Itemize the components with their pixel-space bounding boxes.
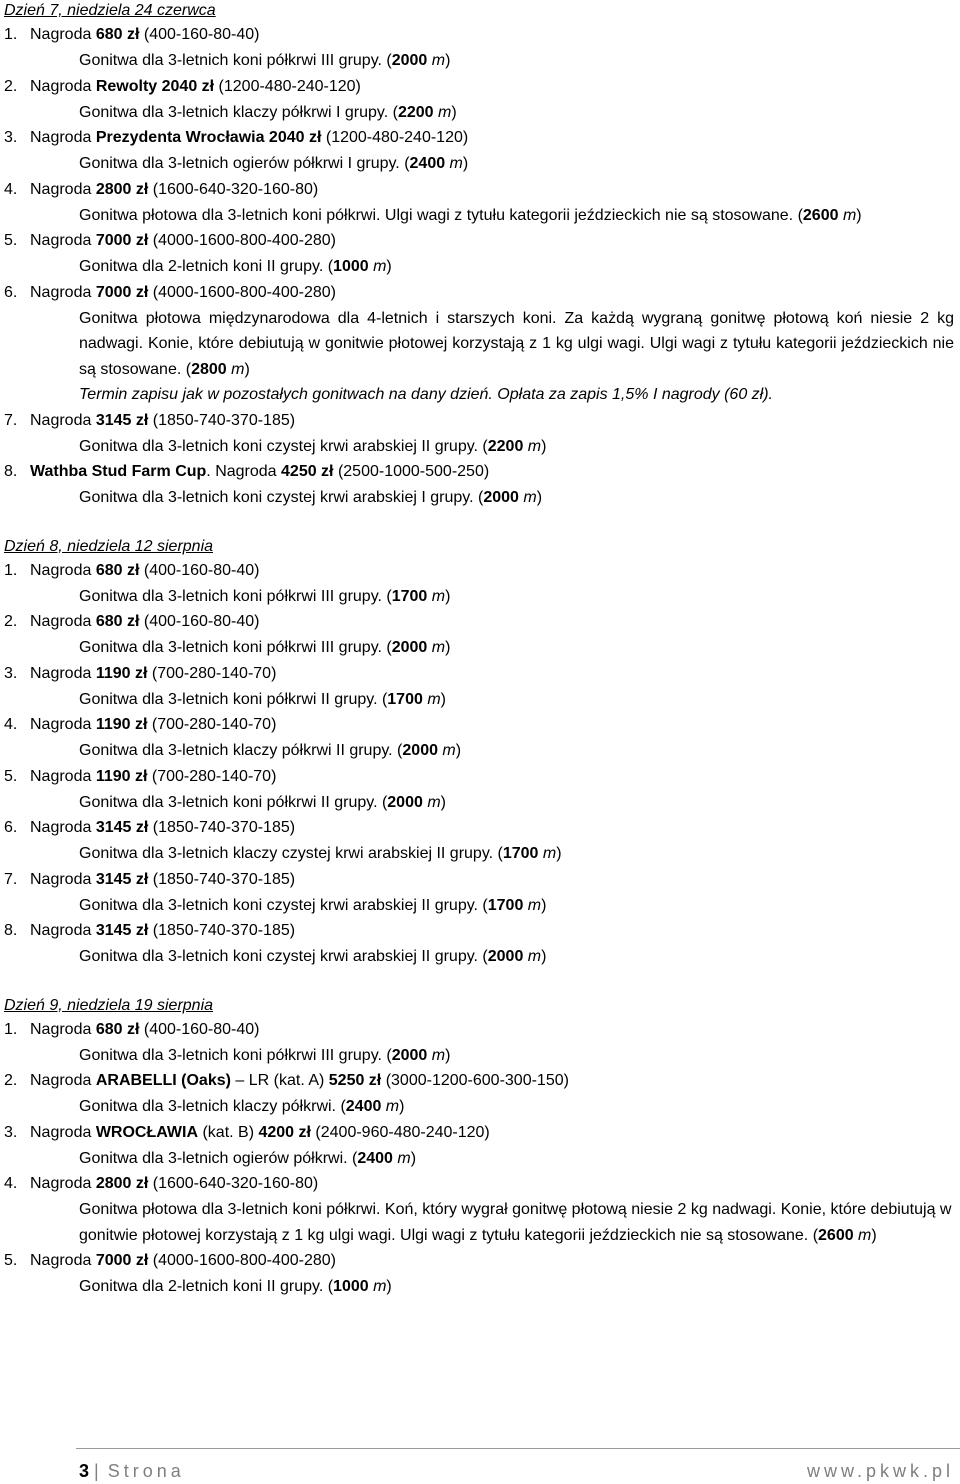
unit-text: m bbox=[392, 1149, 411, 1167]
text-segment: (700-280-140-70) bbox=[147, 767, 277, 785]
race-item bbox=[0, 609, 960, 661]
text-segment: (1850-740-370-185) bbox=[148, 819, 296, 836]
text-segment: ) bbox=[462, 155, 469, 172]
race-number: 6. bbox=[4, 819, 18, 836]
text-segment: Nagroda bbox=[30, 1020, 96, 1038]
text-segment: (1850-740-370-185) bbox=[148, 411, 296, 429]
text-segment: Gonitwa płotowa dla 3-letnich koni półkrwi. Koń, który wygrał gonitwę płotową niesie 2 kg nadwagi. Konie, które debiutują w gonitwie płotowej korzystają z 1 kg ulgi wagi. Ulgi wagi z tytułu kategorii jeździeckich nie są stosowane. ( bbox=[79, 1201, 952, 1244]
text-segment: (400-160-80-40) bbox=[139, 561, 260, 579]
race-heading bbox=[0, 1120, 960, 1146]
race-item bbox=[0, 661, 960, 713]
bold-text: 2000 bbox=[483, 489, 519, 506]
race-item bbox=[0, 712, 960, 764]
bold-text: 2000 bbox=[387, 793, 423, 811]
text-segment: . Nagroda bbox=[206, 463, 282, 480]
bold-text: 2800 zł bbox=[95, 180, 149, 198]
race-item bbox=[0, 1068, 960, 1120]
bold-text: ARABELLI (Oaks) bbox=[95, 1072, 231, 1089]
unit-text: m bbox=[838, 206, 857, 224]
day-section bbox=[0, 995, 960, 1300]
race-number: 4. bbox=[4, 180, 18, 198]
bold-text: 4200 zł bbox=[258, 1123, 311, 1141]
bold-text: 2000 bbox=[391, 639, 428, 656]
text-segment: Nagroda bbox=[30, 716, 96, 733]
bold-text: 2000 bbox=[402, 742, 438, 759]
bold-text: 7000 zł bbox=[95, 232, 149, 249]
race-description bbox=[79, 1094, 954, 1120]
unit-text: m bbox=[523, 437, 542, 455]
race-number: 5. bbox=[4, 767, 18, 785]
section-gap bbox=[0, 970, 960, 995]
race-number: 5. bbox=[4, 1252, 18, 1269]
race-item bbox=[0, 228, 960, 280]
race-description bbox=[79, 738, 954, 764]
unit-text: m bbox=[226, 360, 245, 378]
bold-text: 2800 zł bbox=[95, 1175, 149, 1192]
text-segment: (1600-640-320-160-80) bbox=[148, 180, 319, 198]
race-heading bbox=[0, 408, 960, 434]
bold-text: 1190 zł bbox=[95, 716, 148, 733]
race-heading bbox=[0, 1068, 960, 1094]
race-heading bbox=[0, 661, 960, 687]
bold-text: 5250 zł bbox=[328, 1072, 382, 1089]
race-item bbox=[0, 1248, 960, 1300]
text-segment: Gonitwa dla 3-letnich koni półkrwi II grupy. ( bbox=[79, 690, 388, 708]
race-number: 7. bbox=[4, 411, 18, 429]
page-number: 3 bbox=[79, 1461, 90, 1481]
bold-text: 2800 bbox=[191, 360, 227, 378]
bold-text: 680 zł bbox=[95, 26, 140, 43]
race-number: 3. bbox=[4, 1123, 18, 1141]
race-description bbox=[79, 434, 954, 460]
text-segment: ) bbox=[556, 845, 562, 862]
bold-text: 2200 bbox=[487, 437, 524, 455]
race-description bbox=[79, 893, 954, 919]
text-segment: Nagroda bbox=[30, 232, 96, 249]
race-item bbox=[0, 408, 960, 460]
race-number: 3. bbox=[4, 129, 18, 146]
race-heading bbox=[0, 125, 960, 151]
bold-text: 2600 bbox=[802, 206, 839, 224]
race-heading bbox=[0, 1248, 960, 1274]
bold-text: 680 zł bbox=[95, 613, 140, 630]
text-segment: (700-280-140-70) bbox=[147, 716, 277, 733]
bold-text: 2400 bbox=[357, 1149, 393, 1167]
text-segment: (1850-740-370-185) bbox=[148, 922, 296, 939]
unit-text: m bbox=[538, 845, 557, 862]
race-description bbox=[79, 1197, 954, 1248]
text-segment: (1850-740-370-185) bbox=[148, 870, 296, 888]
race-heading bbox=[0, 74, 960, 100]
bold-text: 4250 zł bbox=[281, 463, 334, 480]
bold-text: 1700 bbox=[502, 845, 539, 862]
race-heading bbox=[0, 764, 960, 790]
day-section bbox=[0, 0, 960, 511]
text-segment: ) bbox=[856, 206, 862, 224]
text-segment: (4000-1600-800-400-280) bbox=[148, 1252, 336, 1269]
text-segment: (1600-640-320-160-80) bbox=[148, 1175, 319, 1192]
text-segment: Nagroda bbox=[30, 870, 96, 888]
race-item bbox=[0, 1017, 960, 1069]
text-segment: (1200-480-240-120) bbox=[321, 129, 469, 146]
race-number: 8. bbox=[4, 922, 18, 939]
text-segment: (4000-1600-800-400-280) bbox=[148, 283, 336, 301]
race-number: 2. bbox=[4, 1072, 18, 1089]
website-link[interactable]: www.pkwk.pl bbox=[806, 1461, 954, 1481]
race-heading bbox=[0, 280, 960, 306]
text-segment: (400-160-80-40) bbox=[139, 613, 260, 630]
bold-text: 7000 zł bbox=[95, 1252, 149, 1269]
text-segment: Gonitwa dla 3-letnich klaczy półkrwi II grupy. ( bbox=[79, 742, 403, 759]
race-number: 4. bbox=[4, 716, 18, 733]
footer-separator: | bbox=[94, 1461, 99, 1481]
day-header: Dzień 7, niedziela 24 czerwca bbox=[4, 2, 216, 19]
race-number: 1. bbox=[4, 26, 18, 43]
text-segment: ) bbox=[440, 690, 446, 708]
unit-text: m bbox=[518, 489, 537, 506]
race-number: 5. bbox=[4, 232, 18, 249]
unit-text: m bbox=[427, 587, 446, 605]
text-segment: (400-160-80-40) bbox=[139, 26, 260, 43]
text-segment: Gonitwa dla 3-letnich klaczy czystej krwi arabskiej II grupy. ( bbox=[79, 845, 503, 862]
bold-text: 680 zł bbox=[95, 1020, 140, 1038]
race-description bbox=[79, 48, 954, 74]
race-description bbox=[79, 1043, 954, 1069]
race-heading bbox=[0, 1017, 960, 1043]
race-description bbox=[79, 687, 954, 713]
bold-text: 1700 bbox=[387, 690, 423, 708]
text-segment: ) bbox=[455, 742, 462, 759]
bold-text: Rewolty 2040 zł bbox=[95, 77, 215, 95]
day-header: Dzień 8, niedziela 12 sierpnia bbox=[4, 537, 214, 555]
text-segment: (2400-960-480-240-120) bbox=[310, 1123, 490, 1141]
text-segment: Gonitwa płotowa dla 3-letnich koni półkrwi. Ulgi wagi z tytułu kategorii jeździeckich nie są stosowane. ( bbox=[79, 206, 803, 224]
text-segment: Gonitwa dla 3-letnich koni półkrwi II grupy. ( bbox=[79, 793, 388, 811]
race-item bbox=[0, 815, 960, 867]
race-item bbox=[0, 280, 960, 408]
race-description bbox=[79, 306, 954, 383]
text-segment: Gonitwa dla 3-letnich klaczy półkrwi. ( bbox=[79, 1098, 346, 1115]
text-segment: (kat. B) bbox=[198, 1123, 259, 1141]
race-heading bbox=[0, 609, 960, 635]
race-item bbox=[0, 74, 960, 126]
bold-text: 1000 bbox=[333, 1278, 369, 1295]
text-segment: (3000-1200-600-300-150) bbox=[381, 1072, 569, 1089]
bold-text: 3145 zł bbox=[95, 922, 149, 939]
race-heading bbox=[0, 228, 960, 254]
text-segment: Gonitwa dla 3-letnich koni czystej krwi arabskiej II grupy. ( bbox=[79, 948, 488, 965]
bold-text: 2000 bbox=[391, 52, 428, 69]
text-segment: Nagroda bbox=[30, 664, 96, 682]
unit-text: m bbox=[427, 1046, 446, 1064]
unit-text: m bbox=[427, 639, 446, 656]
race-description bbox=[79, 151, 954, 177]
bold-text: 2000 bbox=[487, 948, 524, 965]
race-number: 1. bbox=[4, 561, 18, 579]
text-segment: (2500-1000-500-250) bbox=[333, 463, 490, 480]
text-segment: ) bbox=[451, 103, 457, 121]
text-segment: Gonitwa dla 3-letnich koni czystej krwi arabskiej II grupy. ( bbox=[79, 896, 488, 914]
race-number: 6. bbox=[4, 283, 18, 301]
bold-text: 2000 bbox=[391, 1046, 428, 1064]
race-number: 4. bbox=[4, 1175, 18, 1192]
race-description bbox=[79, 944, 954, 970]
race-number: 7. bbox=[4, 870, 18, 888]
bold-text: 3145 zł bbox=[95, 819, 149, 836]
text-segment: Nagroda bbox=[30, 129, 96, 146]
race-number: 2. bbox=[4, 613, 18, 630]
text-segment: Nagroda bbox=[30, 26, 96, 43]
text-segment: (1200-480-240-120) bbox=[214, 77, 361, 95]
race-number: 3. bbox=[4, 664, 18, 682]
unit-text: m bbox=[368, 1278, 387, 1295]
bold-text: 2400 bbox=[345, 1098, 382, 1115]
footer-page-info bbox=[79, 1460, 185, 1482]
text-segment: ) bbox=[399, 1098, 405, 1115]
text-segment: Nagroda bbox=[30, 1175, 96, 1192]
text-segment: Gonitwa dla 3-letnich ogierów półkrwi I grupy. ( bbox=[79, 155, 410, 172]
text-segment: ) bbox=[445, 587, 451, 605]
race-heading bbox=[0, 712, 960, 738]
text-segment: ) bbox=[871, 1226, 877, 1244]
unit-text: m bbox=[445, 155, 463, 172]
section-gap bbox=[0, 511, 960, 536]
text-segment: ) bbox=[445, 52, 451, 69]
race-description bbox=[79, 203, 954, 229]
bold-text: 3145 zł bbox=[95, 411, 149, 429]
unit-text: m bbox=[523, 896, 542, 914]
text-segment: Gonitwa dla 3-letnich koni czystej krwi arabskiej II grupy. ( bbox=[79, 437, 488, 455]
text-segment: (4000-1600-800-400-280) bbox=[148, 232, 336, 249]
race-note: Termin zapisu jak w pozostałych gonitwach na dany dzień. Opłata za zapis 1,5% I nagrody (60 zł). bbox=[79, 386, 773, 403]
text-segment: Gonitwa dla 2-letnich koni II grupy. ( bbox=[79, 1278, 334, 1295]
day-header: Dzień 9, niedziela 19 sierpnia bbox=[4, 996, 214, 1014]
text-segment: Nagroda bbox=[30, 77, 96, 95]
race-item bbox=[0, 764, 960, 816]
race-description bbox=[79, 1146, 954, 1172]
race-description bbox=[79, 1274, 954, 1300]
race-heading bbox=[0, 459, 960, 485]
race-heading bbox=[0, 22, 960, 48]
page-footer bbox=[0, 1438, 960, 1484]
bold-text: 7000 zł bbox=[95, 283, 149, 301]
race-heading bbox=[0, 558, 960, 584]
text-segment: Gonitwa dla 3-letnich koni półkrwi III grupy. ( bbox=[79, 1046, 392, 1064]
race-number: 8. bbox=[4, 463, 18, 480]
bold-text: Prezydenta Wrocławia 2040 zł bbox=[95, 129, 322, 146]
race-heading bbox=[0, 177, 960, 203]
text-segment: ) bbox=[541, 437, 547, 455]
race-heading bbox=[0, 1171, 960, 1197]
text-segment: Gonitwa płotowa międzynarodowa dla 4-letnich i starszych koni. Za każdą wygraną gonitwę płotową koń niesie 2 kg nadwagi. Konie, które debiutują w gonitwie płotowej korzystają z 1 kg ulgi wagi. Ulgi wagi z tytułu kategorii jeździeckich nie są stosowane. ( bbox=[79, 309, 954, 378]
race-description bbox=[79, 100, 954, 126]
text-segment: Gonitwa dla 3-letnich koni półkrwi III grupy. ( bbox=[79, 52, 392, 69]
bold-text: 2200 bbox=[397, 103, 434, 121]
race-description bbox=[79, 485, 954, 511]
footer-divider bbox=[76, 1448, 960, 1449]
text-segment: ) bbox=[244, 360, 250, 378]
race-heading bbox=[0, 918, 960, 944]
race-number: 2. bbox=[4, 77, 18, 95]
bold-text: 1190 zł bbox=[95, 767, 148, 785]
race-description bbox=[79, 254, 954, 280]
race-description bbox=[79, 841, 954, 867]
unit-text: m bbox=[853, 1226, 872, 1244]
bold-text: 1000 bbox=[333, 258, 369, 275]
race-description bbox=[79, 790, 954, 816]
text-segment: Nagroda bbox=[30, 819, 96, 836]
unit-text: m bbox=[433, 103, 452, 121]
text-segment: Gonitwa dla 3-letnich koni półkrwi III grupy. ( bbox=[79, 587, 392, 605]
unit-text: m bbox=[422, 793, 441, 811]
page-label: Strona bbox=[107, 1461, 185, 1481]
text-segment: Nagroda bbox=[30, 283, 96, 301]
text-segment: Gonitwa dla 3-letnich koni czystej krwi arabskiej I grupy. ( bbox=[79, 489, 484, 506]
text-segment: ) bbox=[536, 489, 543, 506]
unit-text: m bbox=[422, 690, 441, 708]
text-segment: Gonitwa dla 2-letnich koni II grupy. ( bbox=[79, 258, 334, 275]
text-segment: Gonitwa dla 3-letnich klaczy półkrwi I grupy. ( bbox=[79, 103, 398, 121]
race-heading bbox=[0, 867, 960, 893]
text-segment: Gonitwa dla 3-letnich koni półkrwi III grupy. ( bbox=[79, 639, 392, 656]
race-item bbox=[0, 867, 960, 919]
day-section bbox=[0, 536, 960, 970]
race-item bbox=[0, 1171, 960, 1248]
text-segment: (700-280-140-70) bbox=[147, 664, 277, 682]
bold-text: 2400 bbox=[409, 155, 446, 172]
text-segment: Nagroda bbox=[30, 1123, 96, 1141]
race-item bbox=[0, 558, 960, 610]
text-segment: ) bbox=[541, 896, 547, 914]
bold-text: Wathba Stud Farm Cup bbox=[30, 463, 207, 480]
text-segment: ) bbox=[541, 948, 547, 965]
text-segment: – LR (kat. A) bbox=[230, 1072, 329, 1089]
race-description bbox=[79, 635, 954, 661]
text-segment: ) bbox=[386, 1278, 392, 1295]
text-segment: ) bbox=[445, 639, 451, 656]
text-segment: Nagroda bbox=[30, 1252, 96, 1269]
race-item bbox=[0, 459, 960, 511]
text-segment: Nagroda bbox=[30, 561, 96, 579]
text-segment: ) bbox=[440, 793, 446, 811]
bold-text: 1700 bbox=[487, 896, 524, 914]
text-segment: (400-160-80-40) bbox=[139, 1020, 260, 1038]
text-segment: ) bbox=[386, 258, 392, 275]
race-item bbox=[0, 918, 960, 970]
race-description bbox=[79, 584, 954, 610]
race-item bbox=[0, 125, 960, 177]
bold-text: 1700 bbox=[391, 587, 428, 605]
bold-text: WROCŁAWIA bbox=[95, 1123, 199, 1141]
text-segment: Nagroda bbox=[30, 180, 96, 198]
unit-text: m bbox=[368, 258, 387, 275]
text-segment: Nagroda bbox=[30, 613, 96, 630]
unit-text: m bbox=[523, 948, 542, 965]
race-heading bbox=[0, 815, 960, 841]
text-segment: Nagroda bbox=[30, 767, 96, 785]
race-number: 1. bbox=[4, 1020, 18, 1038]
unit-text: m bbox=[437, 742, 456, 759]
text-segment: ) bbox=[410, 1149, 417, 1167]
text-segment: Nagroda bbox=[30, 411, 96, 429]
race-item bbox=[0, 177, 960, 229]
race-item bbox=[0, 22, 960, 74]
bold-text: 1190 zł bbox=[95, 664, 148, 682]
bold-text: 2600 bbox=[818, 1226, 854, 1244]
race-item bbox=[0, 1120, 960, 1172]
bold-text: 3145 zł bbox=[95, 870, 149, 888]
text-segment: Nagroda bbox=[30, 922, 96, 939]
unit-text: m bbox=[427, 52, 446, 69]
text-segment: ) bbox=[445, 1046, 451, 1064]
bold-text: 680 zł bbox=[95, 561, 140, 579]
text-segment: Nagroda bbox=[30, 1072, 96, 1089]
text-segment: Gonitwa dla 3-letnich ogierów półkrwi. ( bbox=[79, 1149, 358, 1167]
unit-text: m bbox=[381, 1098, 400, 1115]
